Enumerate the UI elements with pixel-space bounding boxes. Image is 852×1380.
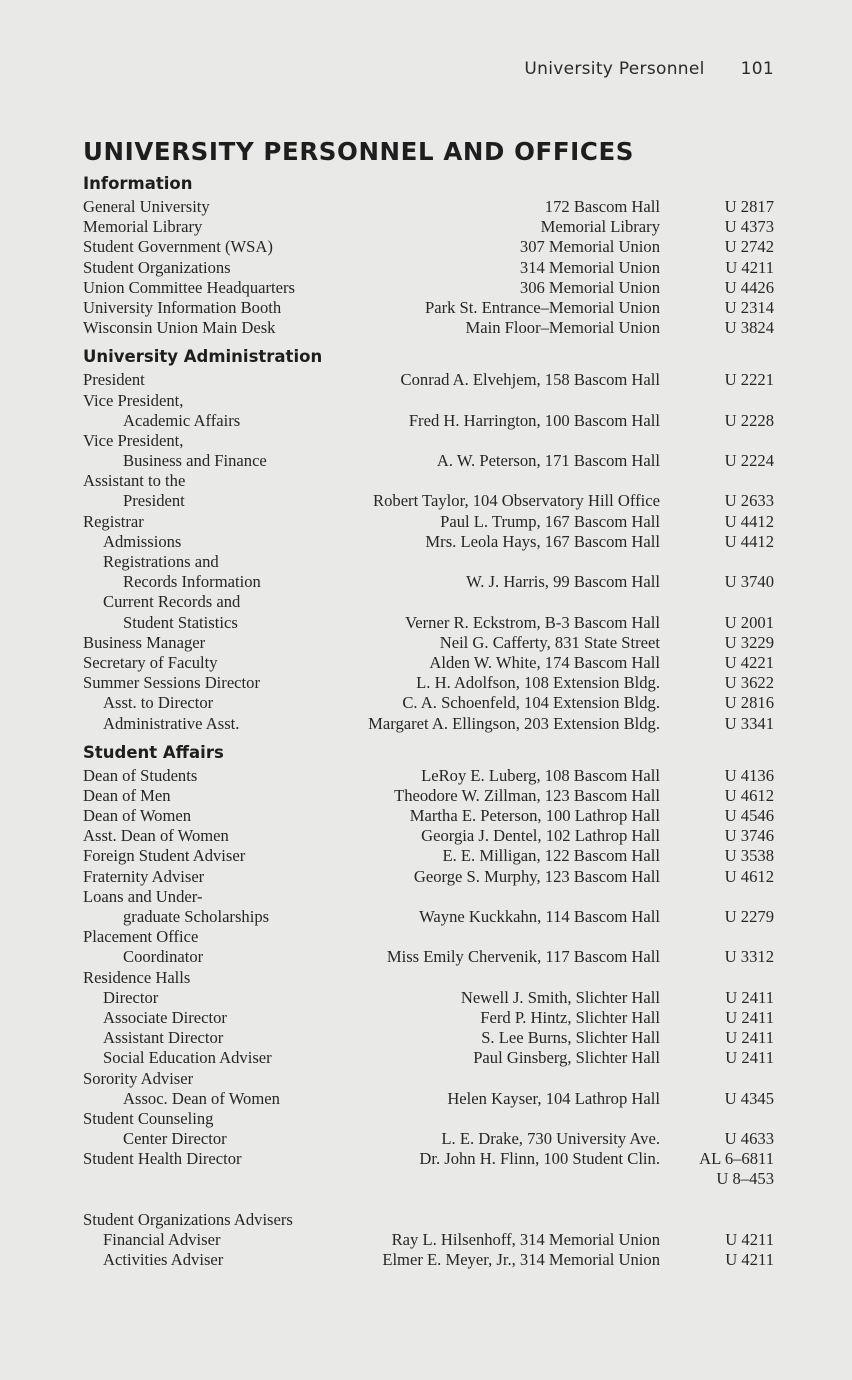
phone-extension: U 3824	[724, 318, 774, 338]
directory-row	[83, 613, 783, 633]
directory-row	[83, 673, 783, 693]
phone-extension: U 8–453	[716, 1169, 774, 1189]
person-location: L. H. Adolfson, 108 Extension Bldg.	[416, 673, 660, 693]
person-location: S. Lee Burns, Slichter Hall	[481, 1028, 660, 1048]
office-title: Sorority Adviser	[83, 1068, 194, 1088]
directory-row	[83, 512, 783, 532]
directory-row	[83, 1250, 783, 1270]
page-title: UNIVERSITY PERSONNEL AND OFFICES	[83, 137, 635, 166]
directory-row	[83, 197, 783, 217]
directory-row	[83, 826, 783, 846]
office-title: Summer Sessions Director	[83, 673, 260, 693]
phone-extension: U 2001	[724, 612, 774, 632]
directory-row	[83, 1109, 783, 1129]
office-title: Student Organizations	[83, 257, 231, 277]
phone-extension: AL 6–6811	[699, 1149, 774, 1169]
phone-extension: U 4136	[724, 765, 774, 785]
directory-row	[83, 1008, 783, 1028]
section-heading: University Administration	[83, 347, 323, 367]
phone-extension: U 3746	[724, 826, 774, 846]
person-location: Dr. John H. Flinn, 100 Student Clin.	[419, 1149, 660, 1169]
person-location: Paul Ginsberg, Slichter Hall	[473, 1048, 660, 1068]
person-location: Robert Taylor, 104 Observatory Hill Office	[373, 491, 660, 511]
office-title: Social Education Adviser	[103, 1048, 272, 1068]
phone-extension: U 3622	[724, 673, 774, 693]
person-location: 307 Memorial Union	[519, 237, 660, 257]
directory-row	[83, 968, 783, 988]
person-location: Alden W. White, 174 Bascom Hall	[429, 652, 660, 672]
office-title: Memorial Library	[83, 217, 203, 237]
phone-extension: U 3740	[724, 572, 774, 592]
directory-row	[83, 947, 783, 967]
phone-extension: U 2817	[724, 197, 774, 216]
office-title: Asst. to Director	[103, 693, 214, 713]
directory-row	[83, 278, 783, 298]
office-title: Dean of Men	[83, 785, 171, 805]
office-title: General University	[83, 197, 210, 216]
office-title: University Information Booth	[83, 297, 282, 317]
person-location: 314 Memorial Union	[519, 257, 660, 277]
office-title: Records Information	[123, 572, 261, 592]
person-location: Fred H. Harrington, 100 Bascom Hall	[408, 410, 660, 430]
directory-row	[83, 1149, 783, 1169]
directory-row	[83, 411, 783, 431]
office-title: Administrative Asst.	[103, 713, 240, 733]
office-title: Financial Adviser	[103, 1229, 221, 1249]
office-title: Dean of Students	[83, 765, 198, 785]
person-location: E. E. Milligan, 122 Bascom Hall	[442, 846, 660, 866]
office-title: Registrations and	[103, 552, 219, 571]
office-title: Vice President,	[83, 430, 184, 450]
directory-row	[83, 846, 783, 866]
directory-row	[83, 867, 783, 887]
office-title: Assistant Director	[103, 1028, 224, 1048]
office-title: graduate Scholarships	[123, 907, 270, 926]
section-heading: Information	[83, 174, 193, 193]
directory-row	[83, 766, 783, 786]
directory-row	[83, 370, 783, 390]
page-number: 101	[740, 59, 774, 79]
phone-extension: U 4211	[725, 1229, 774, 1249]
section	[83, 344, 783, 733]
office-title: Wisconsin Union Main Desk	[83, 318, 276, 338]
phone-extension: U 2279	[724, 907, 774, 926]
directory-row	[83, 318, 783, 338]
phone-extension: U 4211	[725, 1250, 774, 1269]
phone-extension: U 2411	[725, 987, 774, 1007]
directory-row	[83, 693, 783, 713]
office-title: Student Statistics	[123, 612, 238, 632]
person-location: Verner R. Eckstrom, B-3 Bascom Hall	[405, 612, 660, 632]
office-title: Associate Director	[103, 1007, 227, 1027]
directory-row	[83, 653, 783, 673]
phone-extension: U 2411	[725, 1007, 774, 1027]
office-title: Registrar	[83, 511, 144, 531]
directory-row	[83, 532, 783, 552]
directory-row	[83, 237, 783, 257]
phone-extension: U 2224	[724, 451, 774, 471]
person-location: W. J. Harris, 99 Bascom Hall	[466, 572, 660, 592]
office-title: Student Organizations Advisers	[83, 1209, 293, 1229]
directory-row	[83, 391, 783, 411]
person-location: Conrad A. Elvehjem, 158 Bascom Hall	[400, 370, 660, 390]
directory-row	[83, 1129, 783, 1149]
phone-extension: U 3538	[724, 846, 774, 866]
directory-sections	[83, 171, 783, 1270]
person-location: Neil G. Cafferty, 831 State Street	[439, 632, 660, 652]
office-title: Admissions	[103, 531, 182, 551]
office-title: Vice President,	[83, 390, 184, 410]
person-location: Newell J. Smith, Slichter Hall	[460, 987, 660, 1007]
office-title: Residence Halls	[83, 967, 191, 987]
directory-row	[83, 1048, 783, 1068]
person-location: Wayne Kuckkahn, 114 Bascom Hall	[419, 907, 660, 926]
phone-extension: U 2742	[724, 237, 774, 257]
phone-extension: U 4345	[724, 1088, 774, 1108]
office-title: Assoc. Dean of Women	[123, 1088, 280, 1108]
directory-row	[83, 1028, 783, 1048]
office-title: Activities Adviser	[103, 1250, 224, 1269]
directory-row	[83, 927, 783, 947]
office-title: Current Records and	[103, 592, 241, 612]
directory-row	[83, 451, 783, 471]
person-location: Margaret A. Ellingson, 203 Extension Bldg.	[368, 713, 660, 733]
person-location: A. W. Peterson, 171 Bascom Hall	[436, 451, 660, 471]
person-location: Georgia J. Dentel, 102 Lathrop Hall	[421, 826, 660, 846]
person-location: 172 Bascom Hall	[544, 197, 660, 216]
office-title: Foreign Student Adviser	[83, 846, 246, 866]
person-location: Mrs. Leola Hays, 167 Bascom Hall	[425, 531, 660, 551]
phone-extension: U 4412	[724, 511, 774, 531]
person-location: Park St. Entrance–Memorial Union	[424, 297, 660, 317]
phone-extension: U 2228	[724, 410, 774, 430]
directory-row	[83, 786, 783, 806]
phone-extension: U 2314	[724, 297, 774, 317]
phone-extension: U 4546	[724, 806, 774, 826]
directory-row	[83, 887, 783, 907]
phone-extension: U 4426	[724, 277, 774, 297]
office-title: Student Government (WSA)	[83, 237, 273, 257]
phone-extension: U 4612	[724, 866, 774, 886]
directory-row	[83, 471, 783, 491]
person-location: 306 Memorial Union	[519, 277, 660, 297]
office-title: Dean of Women	[83, 806, 192, 826]
section	[83, 171, 783, 338]
office-title: Director	[103, 987, 159, 1007]
person-location: Helen Kayser, 104 Lathrop Hall	[447, 1088, 660, 1108]
person-location: C. A. Schoenfeld, 104 Extension Bldg.	[402, 693, 660, 713]
directory-row	[83, 1169, 783, 1189]
office-title: Coordinator	[123, 947, 204, 967]
directory-row	[83, 1210, 783, 1230]
directory-row	[83, 1069, 783, 1089]
office-title: Assistant to the	[83, 471, 186, 491]
section-heading: Student Affairs	[83, 742, 224, 762]
office-title: Secretary of Faculty	[83, 652, 218, 672]
phone-extension: U 4373	[724, 217, 774, 237]
directory-row	[83, 633, 783, 653]
person-location: George S. Murphy, 123 Bascom Hall	[413, 866, 660, 886]
office-title: Academic Affairs	[123, 410, 241, 430]
directory-row	[83, 298, 783, 318]
directory-row	[83, 714, 783, 734]
person-location: Martha E. Peterson, 100 Lathrop Hall	[409, 806, 660, 826]
running-title: University Personnel	[524, 59, 705, 79]
directory-row	[83, 907, 783, 927]
running-head	[524, 59, 774, 79]
phone-extension: U 3312	[724, 947, 774, 967]
directory-row	[83, 431, 783, 451]
person-location: Elmer E. Meyer, Jr., 314 Memorial Union	[382, 1250, 660, 1269]
phone-extension: U 4211	[725, 257, 774, 277]
directory-row	[83, 258, 783, 278]
office-title: President	[83, 370, 145, 390]
section	[83, 740, 783, 1271]
directory-row	[83, 592, 783, 612]
office-title: Student Health Director	[83, 1149, 242, 1169]
person-location: Miss Emily Chervenik, 117 Bascom Hall	[386, 947, 660, 967]
person-location: Memorial Library	[540, 217, 660, 237]
phone-extension: U 3341	[724, 713, 774, 733]
directory-row	[83, 552, 783, 572]
person-location: Ray L. Hilsenhoff, 314 Memorial Union	[391, 1229, 660, 1249]
office-title: Placement Office	[83, 927, 199, 947]
directory-row	[83, 806, 783, 826]
phone-extension: U 4633	[724, 1129, 774, 1149]
office-title: Union Committee Headquarters	[83, 277, 295, 297]
directory-row	[83, 1230, 783, 1250]
office-title: Business Manager	[83, 632, 206, 652]
person-location: L. E. Drake, 730 University Ave.	[441, 1129, 660, 1149]
directory-row	[83, 1089, 783, 1109]
phone-extension: U 2633	[724, 491, 774, 511]
phone-extension: U 3229	[724, 632, 774, 652]
directory-row	[83, 491, 783, 511]
phone-extension: U 2411	[725, 1028, 774, 1048]
directory-row	[83, 988, 783, 1008]
person-location: Ferd P. Hintz, Slichter Hall	[480, 1007, 660, 1027]
directory-row	[83, 572, 783, 592]
person-location: Theodore W. Zillman, 123 Bascom Hall	[394, 785, 660, 805]
office-title: Center Director	[123, 1129, 227, 1149]
phone-extension: U 2411	[725, 1048, 774, 1068]
office-title: Loans and Under-	[83, 886, 203, 906]
office-title: Student Counseling	[83, 1108, 214, 1128]
phone-extension: U 2816	[724, 693, 774, 713]
phone-extension: U 4612	[724, 785, 774, 805]
office-title: Fraternity Adviser	[83, 866, 205, 886]
phone-extension: U 4221	[724, 652, 774, 672]
phone-extension: U 2221	[724, 370, 774, 390]
person-location: Main Floor–Memorial Union	[465, 318, 660, 338]
office-title: President	[123, 491, 185, 511]
person-location: Paul L. Trump, 167 Bascom Hall	[440, 511, 660, 531]
office-title: Business and Finance	[123, 451, 267, 471]
office-title: Asst. Dean of Women	[83, 826, 229, 846]
phone-extension: U 4412	[724, 531, 774, 551]
person-location: LeRoy E. Luberg, 108 Bascom Hall	[421, 765, 660, 785]
spacer	[83, 1190, 783, 1210]
directory-row	[83, 217, 783, 237]
